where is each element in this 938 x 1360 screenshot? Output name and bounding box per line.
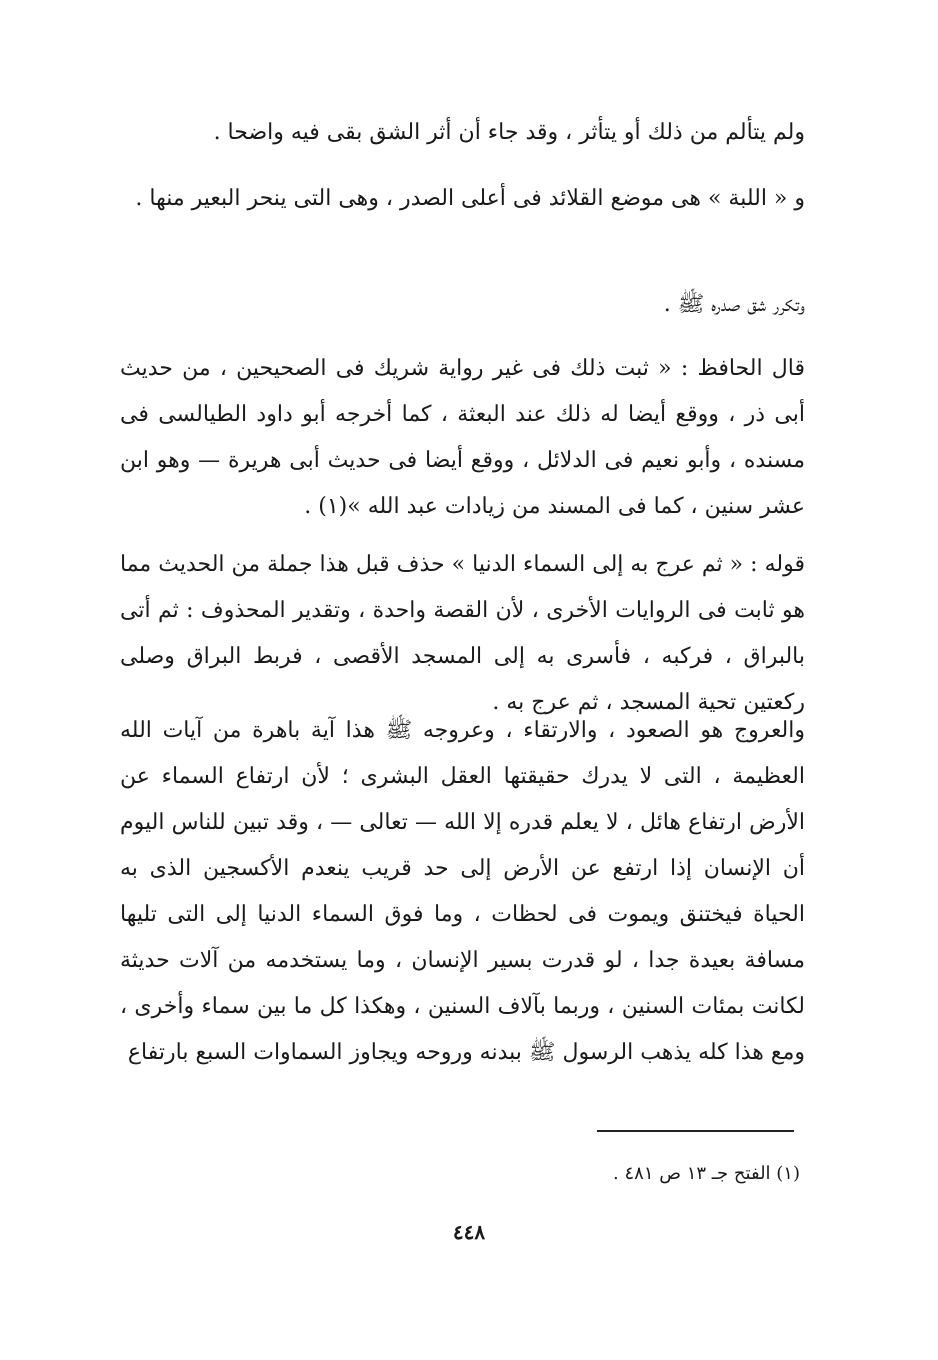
paragraph-5: قوله : « ثم عرج به إلى السماء الدنيا » حذف قبل هذا جملة من الحديث مما هو ثابت فى الروايات الأخرى ، لأن القصة واحدة ، وتقدير المحذوف : ثم أتى بالبراق ، فركبه ، فأسرى به إلى المسجد الأقصى ، فربط البراق وصلى ركعتين تحية المسجد ، ثم عرج به . bbox=[120, 552, 805, 715]
footnote-divider bbox=[597, 1130, 794, 1132]
page-number: ٤٤٨ bbox=[452, 1220, 486, 1244]
footnote: (١) الفتح جـ ١٣ ص ٤٨١ . bbox=[613, 1163, 800, 1184]
paragraph-2: و « اللبة » هى موضع القلائد فى أعلى الصدر ، وهى التى ينحر البعير منها . bbox=[135, 186, 805, 211]
paragraph-1: ولم يتألم من ذلك أو يتأثر ، وقد جاء أن أثر الشق بقى فيه واضحا . bbox=[213, 120, 805, 145]
paragraph-6: والعروج هو الصعود ، والارتقاء ، وعروجه ﷺ هذا آية باهرة من آيات الله العظيمة ، التى لا يدرك حقيقتها العقل البشرى ؛ لأن ارتفاع السماء عن الأرض ارتفاع هائل ، لا يعلم قدره إلا الله — تعالى — ، وقد تبين للناس اليوم أن الإنسان إذا ارتفع عن الأرض إلى حد قريب ينعدم الأكسجين الذى به الحياة فيختنق ويموت فى لحظات ، وما فوق السماء الدنيا إلى التى تليها مسافة بعيدة جدا ، لو قدرت بسير الإنسان ، وما يستخدمه من آلات حديثة لكانت بمئات السنين ، وربما بآلاف السنين ، وهكذا كل ما بين سماء وأخرى ، ومع هذا كله يذهب الرسول ﷺ ببدنه وروحه ويجاوز السماوات السبع بارتفاع bbox=[120, 718, 805, 1065]
paragraph-3: وتكرر شق صدره ﷺ . bbox=[663, 292, 805, 317]
paragraph-4: قال الحافظ : « ثبت ذلك فى غير رواية شريك فى الصحيحين ، من حديث أبى ذر ، ووقع أيضا له ذلك عند البعثة ، كما أخرجه أبو داود الطيالسى فى مسنده ، وأبو نعيم فى الدلائل ، ووقع أيضا فى حديث أبى هريرة — وهو ابن عشر سنين ، كما فى المسند من زيادات عبد الله »(١) . bbox=[120, 356, 805, 519]
